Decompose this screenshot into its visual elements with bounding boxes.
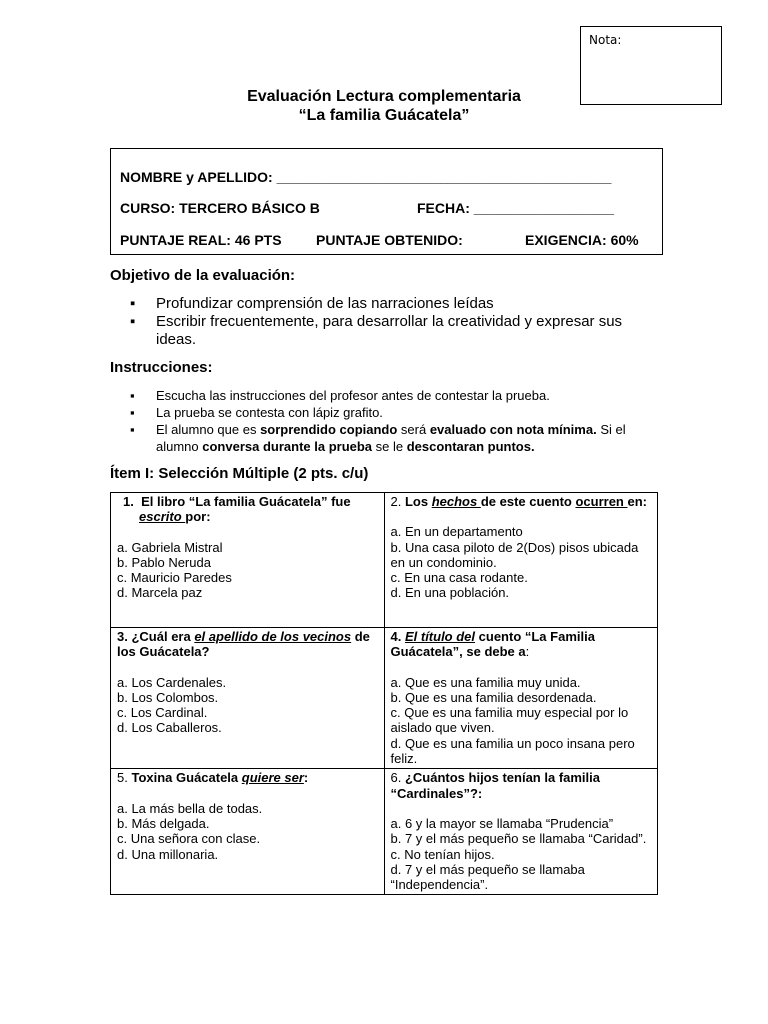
question-emphasis: el apellido de los vecinos [194, 629, 352, 644]
question-number: 6. [390, 770, 405, 786]
objective-item: ▪ Escribir frecuentemente, para desarrollar la creatividad y expresar sus ideas. [130, 313, 650, 349]
option-d[interactable]: d. Que es una familia un poco insana pero feliz. [390, 735, 635, 767]
instruction-text: se le [372, 439, 407, 454]
question-text: de los Guácatela? [117, 629, 370, 660]
option-a[interactable]: a. En un departamento [390, 524, 523, 540]
question-emphasis: hechos [431, 494, 481, 509]
question-emphasis: ocurren [575, 494, 628, 509]
real-score-label: PUNTAJE REAL: 46 PTS [120, 232, 282, 248]
name-field[interactable]: NOMBRE y APELLIDO: ___________________________________________ [120, 169, 612, 185]
page-title: Evaluación Lectura complementaria [247, 88, 521, 105]
instruction-text: El alumno que es [156, 422, 261, 437]
question-emphasis: quiere ser [241, 770, 304, 786]
book-title: “La familia Guácatela” [298, 107, 470, 124]
question-text: por: [185, 509, 211, 525]
question-text: de este cuento [480, 494, 576, 509]
instruction-bold: descontaran puntos. [406, 439, 535, 454]
question-cell-1 [111, 493, 385, 628]
option-c[interactable]: c. Una señora con clase. [117, 831, 261, 847]
question-6 [391, 770, 601, 800]
question-number: 2. [390, 494, 405, 509]
option-b[interactable]: b. Que es una familia desordenada. [390, 689, 597, 705]
question-5 [117, 770, 308, 785]
option-b[interactable]: b. Pablo Neruda [117, 554, 211, 570]
question-3 [117, 629, 370, 659]
option-b-c[interactable]: b. 7 y el más pequeño se llamaba “Caridad”. c. No tenían hijos. [390, 831, 647, 862]
grade-label: Nota: [589, 33, 622, 47]
question-cell-4 [384, 628, 658, 769]
question-emphasis: El título del [404, 629, 476, 644]
option-d[interactable]: d. Una millonaria. [117, 846, 219, 862]
question-text: : [525, 644, 530, 660]
question-text: El libro “La familia Guácatela” fue [141, 494, 351, 509]
instructions-list [130, 387, 660, 455]
option-a[interactable]: a. Los Cardenales. [117, 674, 227, 690]
instructions-heading: Instrucciones: [110, 359, 213, 376]
option-c[interactable]: c. Los Cardinal. [117, 705, 208, 721]
question-text: : [303, 770, 309, 786]
question-cell-5 [111, 769, 385, 895]
question-number: 3. [117, 629, 132, 644]
objective-item: ▪ Profundizar comprensión de las narraciones leídas [130, 295, 650, 313]
instruction-text: será [397, 422, 430, 437]
question-4 [391, 629, 595, 659]
option-d[interactable]: d. Marcela paz [117, 585, 203, 601]
instruction-bold: evaluado con nota mínima. [429, 422, 597, 437]
option-b[interactable]: b. Más delgada. [117, 815, 210, 831]
course-label: CURSO: TERCERO BÁSICO B [120, 200, 320, 216]
option-d[interactable]: d. 7 y el más pequeño se llamaba “Independencia”. [390, 861, 585, 893]
option-d[interactable]: d. Los Caballeros. [117, 720, 222, 736]
question-text: Los [404, 494, 432, 509]
question-text: en: [627, 494, 647, 509]
option-c[interactable]: c. Mauricio Paredes [117, 570, 232, 586]
instruction-text: Si el alumno [156, 422, 626, 454]
question-text: ¿Cuál era [131, 629, 195, 644]
option-c[interactable]: c. En una casa rodante. [390, 570, 528, 586]
question-text: ¿Cuántos hijos tenían la familia “Cardinales”?: [390, 770, 601, 801]
question-emphasis: escrito [139, 509, 186, 525]
student-info-box [110, 148, 663, 255]
question-2 [391, 494, 647, 509]
option-d[interactable]: d. En una población. [390, 585, 510, 601]
option-b[interactable]: b. Los Colombos. [117, 689, 219, 705]
option-a[interactable]: a. Gabriela Mistral [117, 539, 223, 555]
instruction-bold: conversa durante la prueba [202, 439, 373, 454]
questions-table [110, 492, 658, 895]
question-1 [117, 494, 378, 525]
date-field[interactable]: FECHA: __________________ [417, 200, 614, 216]
option-b[interactable]: b. Una casa piloto de 2(Dos) pisos ubicada en un condominio. [390, 539, 639, 570]
question-number: 5. [117, 770, 132, 786]
instruction-item [130, 421, 660, 455]
obtained-score-label: PUNTAJE OBTENIDO: [316, 232, 463, 248]
question-text: cuento “La Familia Guácatela”, se debe a [390, 629, 595, 660]
instruction-item: ▪ Escucha las instrucciones del profesor antes de contestar la prueba. [130, 387, 660, 404]
question-cell-3 [111, 628, 385, 769]
question-cell-6 [384, 769, 658, 895]
question-cell-2 [384, 493, 658, 628]
option-a[interactable]: a. Que es una familia muy unida. [390, 674, 581, 690]
question-number: 4. [390, 629, 405, 644]
instruction-bold: sorprendido copiando [260, 422, 398, 437]
option-c[interactable]: c. Que es una familia muy especial por lo aislado que viven. [390, 705, 629, 736]
objective-list [130, 295, 650, 349]
question-text: Toxina Guácatela [131, 770, 242, 786]
question-number: 1. [123, 494, 134, 509]
item-heading: Ítem I: Selección Múltiple (2 pts. c/u) [110, 465, 369, 482]
requirement-label: EXIGENCIA: 60% [525, 232, 639, 248]
option-a[interactable]: a. 6 y la mayor se llamaba “Prudencia” [390, 815, 614, 831]
option-a[interactable]: a. La más bella de todas. [117, 800, 263, 816]
instruction-item: ▪ La prueba se contesta con lápiz grafito. [130, 404, 660, 421]
objective-heading: Objetivo de la evaluación: [110, 267, 296, 284]
